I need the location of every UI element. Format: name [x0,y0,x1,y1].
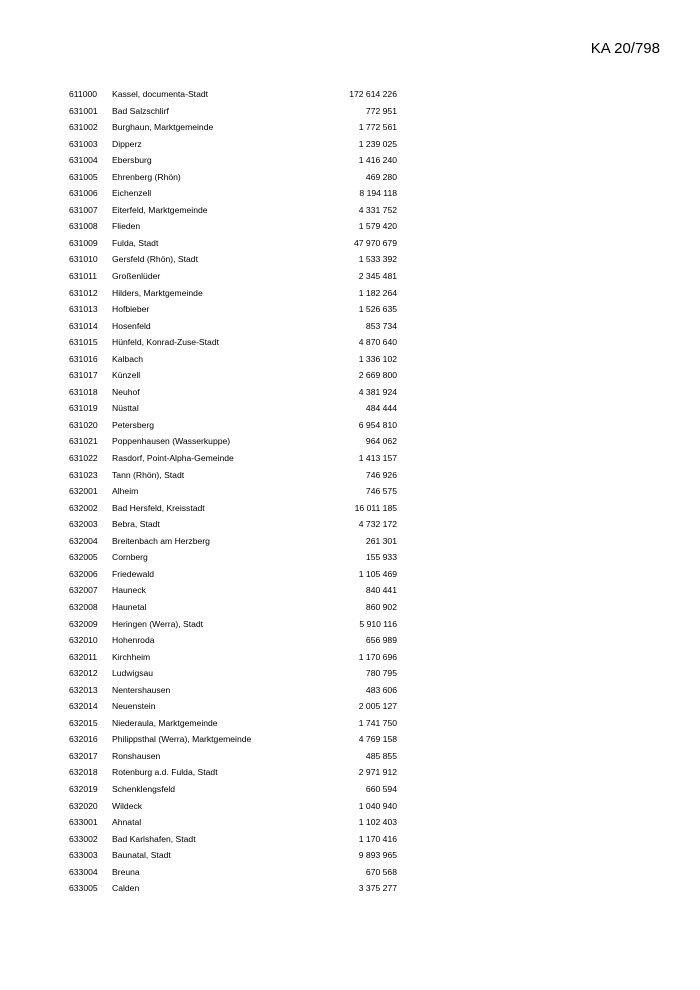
row-amount: 853 734 [365,320,397,331]
row-municipality-name: Heringen (Werra), Stadt [112,618,204,629]
row-code: 632015 [69,717,98,728]
row-amount: 1 239 025 [358,138,397,149]
row-amount: 2 669 800 [358,370,397,381]
table-row [0,582,700,599]
table-row [0,202,700,219]
row-amount: 4 331 752 [358,204,397,215]
table-row [0,218,700,235]
row-municipality-name: Breuna [112,866,140,877]
table-row [0,467,700,484]
table-row [0,152,700,169]
row-code: 631010 [69,254,98,265]
row-municipality-name: Hauneck [112,585,146,596]
table-row [0,351,700,368]
row-municipality-name: Flieden [112,221,141,232]
row-municipality-name: Friedewald [112,568,155,579]
row-code: 633001 [69,817,98,828]
table-row [0,285,700,302]
row-amount: 1 040 940 [358,800,397,811]
row-code: 632005 [69,552,98,563]
table-row [0,301,700,318]
row-amount: 1 413 157 [358,453,397,464]
row-code: 631016 [69,353,98,364]
row-municipality-name: Rotenburg a.d. Fulda, Stadt [112,767,218,778]
row-municipality-name: Bebra, Stadt [112,519,160,530]
row-code: 632001 [69,486,98,497]
municipality-table [0,86,700,897]
table-row [0,400,700,417]
row-amount: 660 594 [365,783,397,794]
table-row [0,268,700,285]
row-amount: 484 444 [365,403,397,414]
row-code: 631003 [69,138,98,149]
row-code: 632003 [69,519,98,530]
row-amount: 172 614 226 [349,89,397,99]
row-amount: 1 170 696 [358,651,397,662]
row-amount: 1 579 420 [358,221,397,232]
row-code: 631004 [69,155,98,166]
row-municipality-name: Eichenzell [112,188,152,199]
row-code: 632018 [69,767,98,778]
row-code: 632006 [69,568,98,579]
table-row [0,566,700,583]
row-code: 631023 [69,469,98,480]
row-code: 632009 [69,618,98,629]
table-row [0,235,700,252]
table-row [0,781,700,798]
row-municipality-name: Ludwigsau [112,668,154,679]
row-code: 632016 [69,734,98,745]
row-code: 632011 [69,651,98,662]
table-row [0,367,700,384]
table-row [0,450,700,467]
row-code: 632013 [69,684,98,695]
table-row [0,599,700,616]
row-code: 633002 [69,833,98,844]
row-amount: 1 182 264 [358,287,397,298]
row-amount: 1 533 392 [358,254,397,265]
row-municipality-name: Kalbach [112,353,144,364]
row-amount: 47 970 679 [353,237,397,248]
table-row [0,86,700,103]
row-municipality-name: Alheim [112,486,139,497]
row-code: 631018 [69,386,98,397]
table-row [0,483,700,500]
row-code: 632002 [69,502,98,513]
row-amount: 16 011 185 [354,502,397,513]
row-municipality-name: Petersberg [112,419,155,430]
row-amount: 746 926 [365,469,397,480]
row-municipality-name: Ebersburg [112,155,152,166]
row-code: 632010 [69,635,98,646]
row-code: 631017 [69,370,98,381]
row-amount: 656 989 [365,635,397,646]
row-amount: 8 194 118 [359,188,397,199]
row-amount: 1 416 240 [358,155,397,166]
row-amount: 2 005 127 [358,701,397,712]
row-municipality-name: Poppenhausen (Wasserkuppe) [112,436,231,447]
row-municipality-name: Wildeck [112,800,143,811]
row-municipality-name: Hünfeld, Konrad-Zuse-Stadt [112,337,220,348]
row-amount: 261 301 [365,535,397,546]
table-row [0,318,700,335]
row-code: 632004 [69,535,98,546]
row-code: 631007 [69,204,98,215]
row-code: 632017 [69,750,98,761]
row-amount: 483 606 [365,684,397,695]
row-amount: 3 375 277 [358,883,397,894]
row-municipality-name: Hilders, Marktgemeinde [112,287,203,298]
row-municipality-name: Ehrenberg (Rhön) [112,171,181,182]
table-row [0,384,700,401]
row-municipality-name: Burghaun, Marktgemeinde [112,122,214,133]
row-amount: 4 769 158 [358,734,397,745]
table-row [0,500,700,517]
row-municipality-name: Neuhof [112,386,140,397]
row-code: 632008 [69,601,98,612]
row-municipality-name: Kassel, documenta-Stadt [112,89,209,99]
row-municipality-name: Breitenbach am Herzberg [112,535,210,546]
row-code: 631022 [69,453,98,464]
row-municipality-name: Bad Karlshafen, Stadt [112,833,196,844]
row-municipality-name: Schenklengsfeld [112,783,176,794]
row-code: 633005 [69,883,98,894]
row-amount: 1 105 469 [358,568,397,579]
row-municipality-name: Hohenroda [112,635,155,646]
table-row [0,417,700,434]
table-row [0,516,700,533]
table-row [0,798,700,815]
row-code: 611000 [69,89,98,99]
table-row [0,632,700,649]
table-row [0,136,700,153]
table-row [0,169,700,186]
row-municipality-name: Calden [112,883,140,894]
row-code: 631002 [69,122,98,133]
table-row [0,864,700,881]
row-amount: 4 732 172 [358,519,397,530]
row-municipality-name: Baunatal, Stadt [112,850,171,861]
row-municipality-name: Kirchheim [112,651,151,662]
table-row [0,251,700,268]
row-amount: 840 441 [365,585,397,596]
row-code: 631008 [69,221,98,232]
row-municipality-name: Tann (Rhön), Stadt [112,469,185,480]
row-amount: 6 954 810 [358,419,397,430]
row-code: 631012 [69,287,98,298]
row-municipality-name: Philippsthal (Werra), Marktgemeinde [112,734,252,745]
table-row [0,814,700,831]
row-municipality-name: Neuenstein [112,701,156,712]
row-code: 631015 [69,337,98,348]
row-amount: 2 971 912 [358,767,397,778]
table-row [0,698,700,715]
row-municipality-name: Hofbieber [112,304,150,315]
table-row [0,433,700,450]
table-row [0,549,700,566]
row-amount: 155 933 [365,552,397,563]
row-code: 633004 [69,866,98,877]
table-row [0,748,700,765]
row-amount: 1 526 635 [358,304,397,315]
page-reference: KA 20/798 [590,40,660,57]
table-row [0,831,700,848]
row-amount: 1 741 750 [358,717,397,728]
row-amount: 5 910 116 [359,618,397,629]
row-code: 632014 [69,701,98,712]
row-amount: 670 568 [365,866,397,877]
table-row [0,185,700,202]
table-row [0,847,700,864]
table-row [0,334,700,351]
row-code: 631020 [69,419,98,430]
table-row [0,533,700,550]
row-municipality-name: Cornberg [112,552,148,563]
row-amount: 1 102 403 [358,817,397,828]
row-code: 631005 [69,171,98,182]
row-amount: 772 951 [365,105,397,116]
row-amount: 860 902 [365,601,397,612]
row-municipality-name: Rasdorf, Point-Alpha-Gemeinde [112,453,234,464]
row-code: 632007 [69,585,98,596]
table-row [0,880,700,897]
table-row [0,665,700,682]
row-municipality-name: Bad Salzschlirf [112,105,169,116]
row-code: 631013 [69,304,98,315]
table-row [0,649,700,666]
row-code: 632019 [69,783,98,794]
table-row [0,616,700,633]
row-municipality-name: Ronshausen [112,750,161,761]
row-amount: 1 170 416 [358,833,397,844]
row-municipality-name: Dipperz [112,138,142,149]
row-code: 633003 [69,850,98,861]
table-row [0,764,700,781]
row-code: 631011 [69,271,98,282]
row-amount: 746 575 [365,486,397,497]
row-code: 631001 [69,105,98,116]
row-municipality-name: Haunetal [112,601,147,612]
row-amount: 780 795 [365,668,397,679]
row-municipality-name: Künzell [112,370,141,381]
row-code: 632012 [69,668,98,679]
row-amount: 485 855 [365,750,397,761]
row-municipality-name: Gersfeld (Rhön), Stadt [112,254,198,265]
row-municipality-name: Großenlüder [112,271,161,282]
row-amount: 469 280 [365,171,397,182]
table-row [0,119,700,136]
row-municipality-name: Eiterfeld, Marktgemeinde [112,204,208,215]
table-row [0,715,700,732]
row-municipality-name: Nüsttal [112,403,139,414]
table-row [0,731,700,748]
row-code: 632020 [69,800,98,811]
row-code: 631021 [69,436,98,447]
row-code: 631014 [69,320,98,331]
row-municipality-name: Hosenfeld [112,320,151,331]
row-amount: 4 870 640 [358,337,397,348]
row-municipality-name: Bad Hersfeld, Kreisstadt [112,502,205,513]
row-amount: 1 336 102 [358,353,397,364]
row-municipality-name: Fulda, Stadt [112,237,159,248]
row-amount: 9 893 965 [358,850,397,861]
table-row [0,103,700,120]
row-municipality-name: Ahnatal [112,817,142,828]
row-amount: 1 772 561 [358,122,397,133]
row-municipality-name: Nentershausen [112,684,171,695]
row-code: 631009 [69,237,98,248]
row-code: 631006 [69,188,98,199]
row-amount: 964 062 [365,436,397,447]
row-code: 631019 [69,403,98,414]
table-row [0,682,700,699]
row-municipality-name: Niederaula, Marktgemeinde [112,717,218,728]
row-amount: 4 381 924 [358,386,397,397]
row-amount: 2 345 481 [358,271,397,282]
